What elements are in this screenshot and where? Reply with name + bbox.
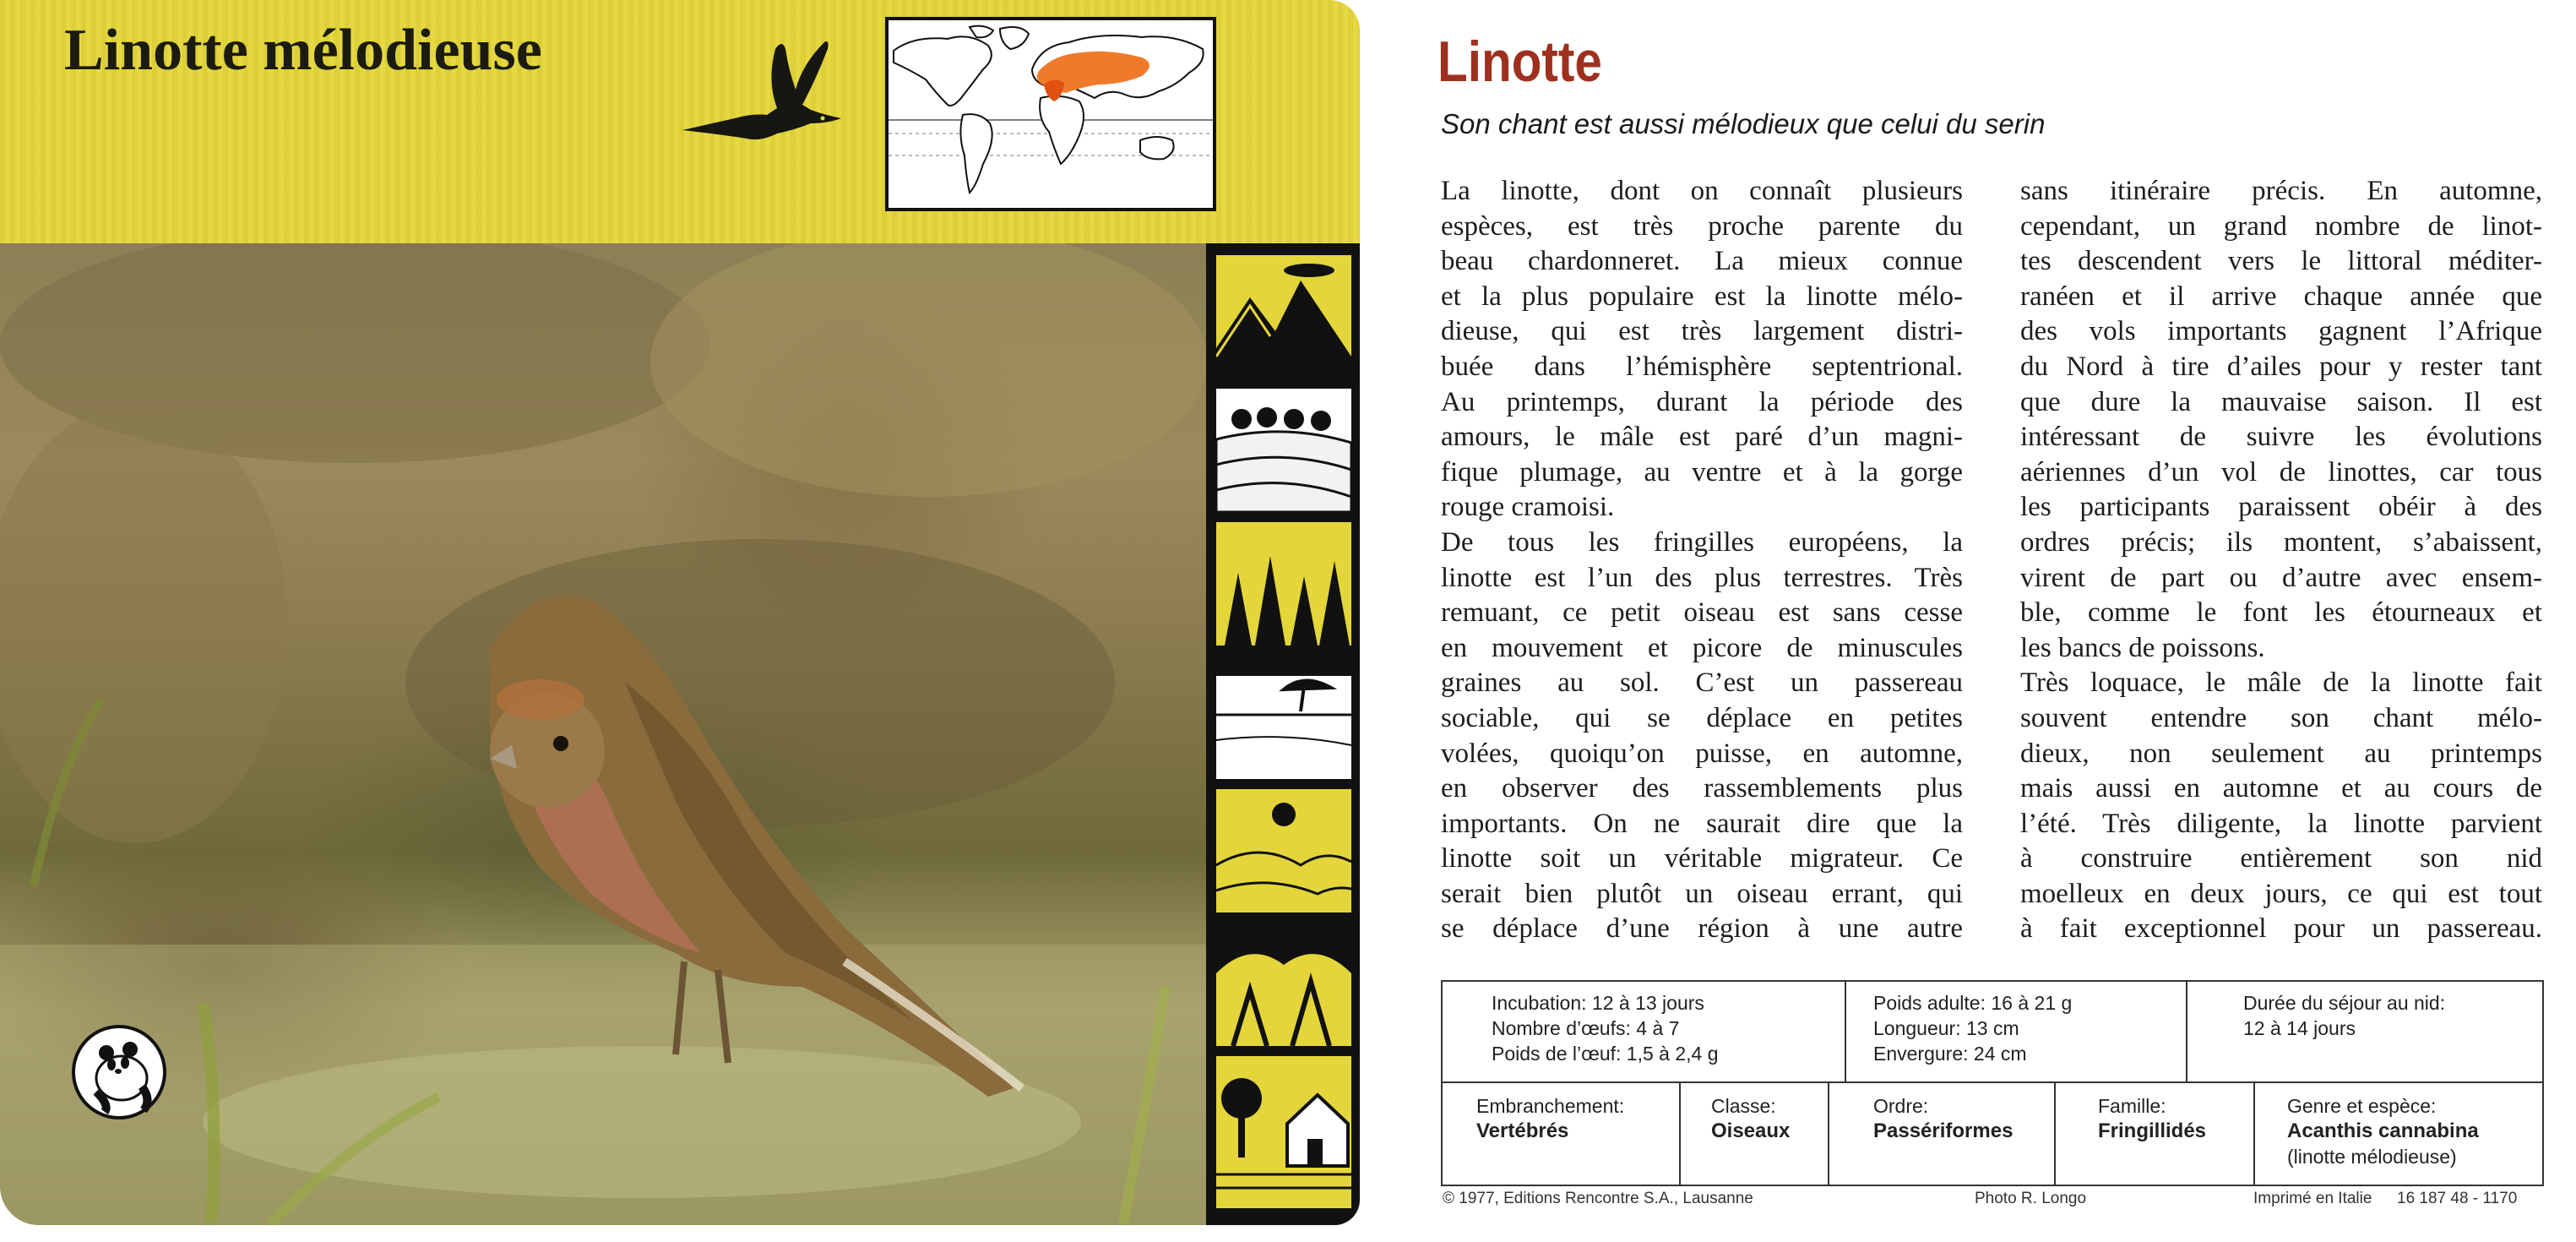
text-column-right <box>2020 174 2542 947</box>
taxonomy-value: Oiseaux <box>1711 1119 1791 1142</box>
text-line: beau chardonneret. La mieux connue <box>1441 246 1963 277</box>
text-line: serait bien plutôt un oiseau errant, qui <box>1441 878 1963 909</box>
text-line: du Nord à tire d’ailes pour y rester tant <box>2020 351 2542 382</box>
taxonomy-classe <box>1711 1093 1790 1144</box>
text-line: intéressant de suivre les évolutions <box>2020 422 2542 453</box>
taxonomy-label: Classe: <box>1711 1095 1776 1117</box>
text-line: ordres précis; ils montent, s’abaissent, <box>2020 526 2542 558</box>
fact-length: Longueur: 13 cm <box>1873 1017 2019 1039</box>
text-line: La linotte, dont on connaît plusieurs <box>1441 176 1963 206</box>
fact-eggs: Nombre d’œufs: 4 à 7 <box>1492 1017 1680 1039</box>
range-map-drawing <box>889 20 1213 208</box>
text-line: se déplace d’une région à une autre <box>1441 913 1963 945</box>
text-line: des vols importants gagnent l’Afrique <box>2020 316 2542 347</box>
taxonomy-label: Famille: <box>2098 1095 2166 1117</box>
taxonomy-ordre <box>1873 1093 2013 1144</box>
text-line: mais aussi en automne et au cours de <box>2020 773 2542 804</box>
fact-nest-stay-value: 12 à 14 jours <box>2243 1017 2356 1039</box>
world-range-map <box>885 17 1216 211</box>
text-column-left <box>1441 174 1963 947</box>
text-line: ranéen et il arrive chaque année que <box>2020 281 2542 312</box>
text-line: De tous les fringilles européens, la <box>1441 526 1963 558</box>
habitat-cave-icon <box>1216 923 1351 1046</box>
front-title: Linotte mélodieuse <box>64 18 542 83</box>
text-line: souvent entendre son chant mélo- <box>2020 702 2542 733</box>
taxonomy-note: (linotte mélodieuse) <box>2287 1146 2457 1168</box>
text-line: sans itinéraire précis. En automne, <box>2020 176 2542 206</box>
text-line: l’été. Très diligente, la linotte parvient <box>2020 808 2542 839</box>
fact-egg-weight: Poids de l’œuf: 1,5 à 2,4 g <box>1492 1043 1719 1065</box>
habitat-fields-icon <box>1216 389 1351 512</box>
habitat-village-icon <box>1216 1056 1351 1208</box>
taxonomy-label: Ordre: <box>1873 1095 1929 1117</box>
habitat-savanna-icon <box>1216 656 1351 779</box>
text-line: remuant, ce petit oiseau est sans cesse <box>1441 597 1963 629</box>
text-line: Très loquace, le mâle de la linotte fait <box>2020 667 2542 699</box>
text-line: en observer des rassemblements plus <box>1441 773 1963 804</box>
footer <box>1443 1190 2541 1215</box>
text-line: importants. On ne saurait dire que la <box>1441 808 1963 839</box>
facts-table <box>1441 980 2544 1186</box>
table-divider <box>2186 982 2187 1081</box>
footer-copyright: © 1977, Editions Rencontre S.A., Lausanne <box>1443 1190 1753 1207</box>
text-line: buée dans l’hémisphère septentrional. <box>1441 351 1963 382</box>
taxonomy-embranchement <box>1476 1093 1624 1144</box>
table-divider <box>1679 1081 1681 1185</box>
text-line: dieux, non seulement au printemps <box>2020 738 2542 769</box>
text-line: Au printemps, durant la période des <box>1441 386 1963 417</box>
fact-adult-weight: Poids adulte: 16 à 21 g <box>1873 992 2073 1014</box>
text-line: les bancs de poissons. <box>2020 632 2265 663</box>
table-divider <box>2253 1081 2255 1185</box>
taxonomy-famille <box>2098 1093 2206 1144</box>
text-line: les participants paraissent obéir à des <box>2020 492 2542 523</box>
text-line: ble, comme le font les étourneaux et <box>2020 597 2542 629</box>
text-line: virent de part ou d’autre avec ensem- <box>2020 562 2542 593</box>
table-divider <box>1828 1081 1829 1185</box>
footer-code: 16 187 48 - 1170 <box>2397 1190 2518 1207</box>
taxonomy-label: Embranchement: <box>1476 1095 1625 1117</box>
habitat-mountains-icon <box>1216 255 1351 379</box>
text-line: volées, quoiqu’on puisse, en automne, <box>1441 738 1963 769</box>
habitat-forest-icon <box>1216 522 1351 646</box>
taxonomy-value: Vertébrés <box>1476 1119 1569 1142</box>
taxonomy-genre-espece <box>2287 1093 2479 1169</box>
table-divider <box>1443 1081 2542 1083</box>
text-line: en mouvement et picore de minuscules <box>1441 632 1963 663</box>
photo-scene <box>0 243 1206 1225</box>
text-line: linotte est l’un des plus terrestres. Très <box>1441 562 1963 593</box>
text-line: et la plus populaire est la linotte mélo- <box>1441 281 1963 312</box>
taxonomy-label: Genre et espèce: <box>2287 1095 2437 1117</box>
taxonomy-value: Passériformes <box>1873 1119 2014 1142</box>
text-line: amours, le mâle est paré d’un magni- <box>1441 422 1963 453</box>
back-subtitle: Son chant est aussi mélodieux que celui du serin <box>1441 108 2046 139</box>
text-line: dieuse, qui est très largement distri- <box>1441 316 1963 347</box>
bird-silhouette-icon <box>676 30 853 157</box>
footer-photo-credit: Photo R. Longo <box>1975 1190 2087 1207</box>
back-title: Linotte <box>1437 30 1602 94</box>
text-line: à fait exceptionnel pour un passereau. <box>2020 913 2542 945</box>
table-divider <box>2054 1081 2056 1185</box>
wwf-panda-logo <box>71 1024 167 1120</box>
text-line: moelleux en deux jours, ce qui est tout <box>2020 878 2542 909</box>
back-card <box>1409 0 2576 1242</box>
habitat-strip <box>1206 243 1360 1225</box>
text-line: à construire entièrement son nid <box>2020 843 2542 874</box>
habitat-desert-icon <box>1216 789 1351 912</box>
text-line: fique plumage, au ventre et à la gorge <box>1441 456 1963 488</box>
text-line: tes descendent vers le littoral méditer- <box>2020 246 2542 277</box>
text-line: que dure la mauvaise saison. Il est <box>2020 386 2542 417</box>
fact-wingspan: Envergure: 24 cm <box>1873 1043 2027 1065</box>
table-divider <box>1845 982 1846 1081</box>
text-line: espèces, est très proche parente du <box>1441 210 1963 242</box>
taxonomy-value: Acanthis cannabina <box>2287 1119 2479 1142</box>
text-line: cependant, un grand nombre de linot- <box>2020 210 2542 242</box>
text-line: sociable, qui se déplace en petites <box>1441 702 1963 733</box>
text-line: aériennes d’un vol de linottes, car tous <box>2020 456 2542 488</box>
text-line: rouge cramoisi. <box>1441 492 1615 523</box>
fact-incubation: Incubation: 12 à 13 jours <box>1492 992 1704 1014</box>
taxonomy-value: Fringillidés <box>2098 1119 2207 1142</box>
text-line: graines au sol. C’est un passereau <box>1441 667 1963 699</box>
footer-printed: Imprimé en Italie <box>2253 1190 2372 1207</box>
text-line: linotte soit un véritable migrateur. Ce <box>1441 843 1963 874</box>
linnet-photo <box>0 243 1206 1225</box>
fact-nest-stay-label: Durée du séjour au nid: <box>2243 992 2446 1014</box>
